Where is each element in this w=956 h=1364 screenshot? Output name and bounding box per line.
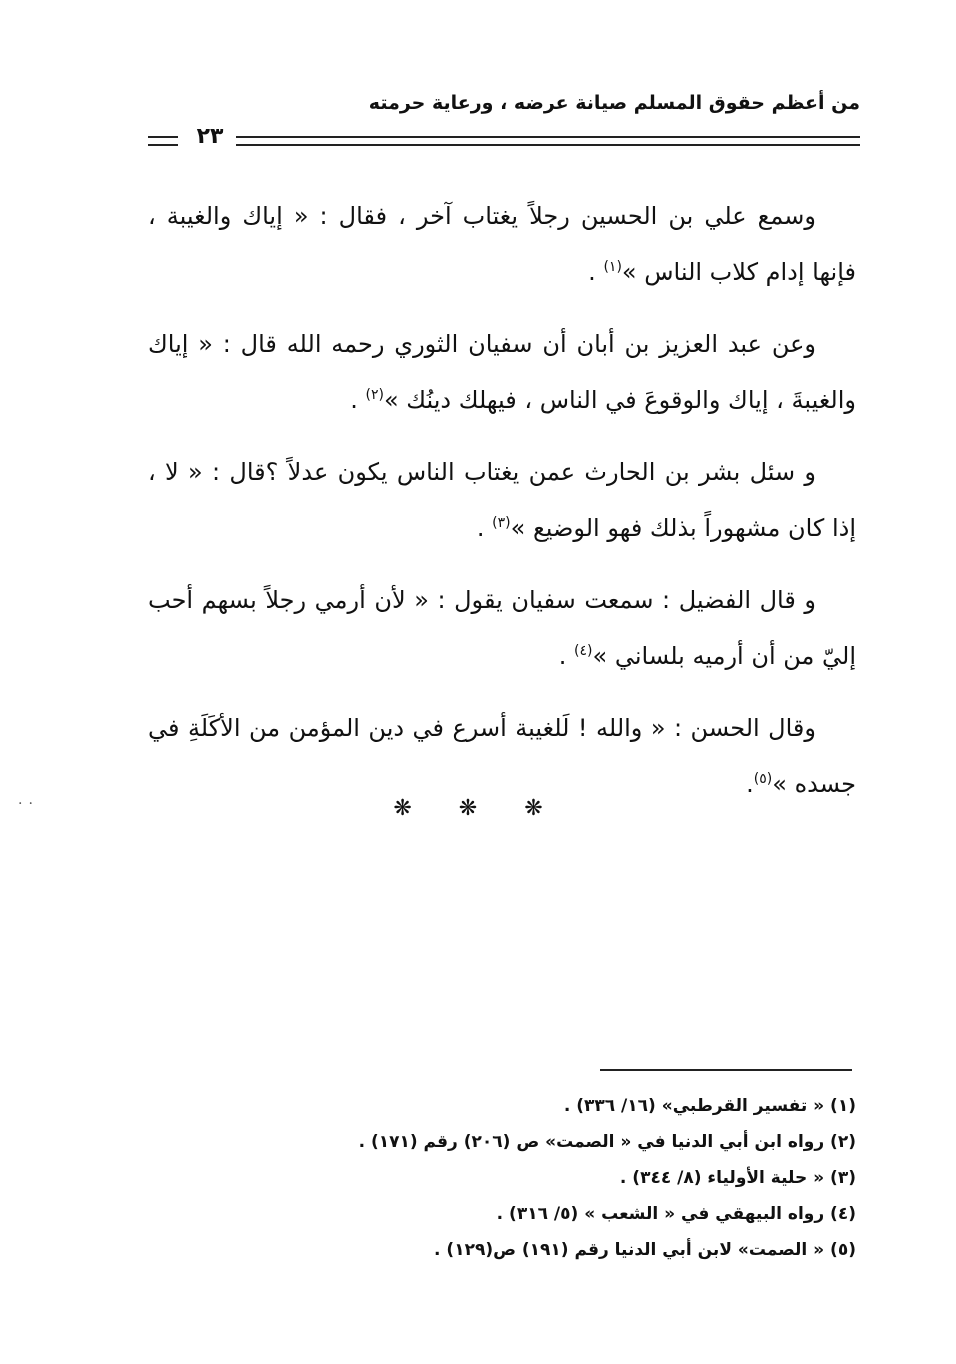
paragraph-text: وقال الحسن : « والله ! لَلغيبة أسرع في دين المؤمن من الأكَلَةِ في جسده » — [148, 714, 856, 798]
footnote-reference: (٣) — [492, 515, 511, 531]
footnote-reference: (٥) — [753, 771, 773, 787]
paragraph-end: . — [746, 770, 754, 798]
footnote-rule — [600, 1069, 852, 1071]
header-rule-long — [236, 136, 860, 146]
section-separator-ornament: ❋ ❋ ❋ — [393, 796, 563, 821]
paragraph — [148, 188, 856, 316]
footnote-reference: (١) — [603, 259, 622, 275]
footnote: (٢) رواه ابن أبي الدنيا في « الصمت» ص (٢٠٦) رقم (١٧١) . — [358, 1132, 856, 1152]
paragraph-text: و سئل بشر بن الحارث عمن يغتاب الناس يكون عدلاً ؟قال : « لا ، إذا كان مشهوراً بذلك فهو الوضيع » — [148, 458, 856, 542]
footnote: (١) « تفسير القرطبي» (١٦/ ٣٣٦) . — [563, 1096, 856, 1116]
page-number: ٢٣ — [196, 124, 224, 149]
footnote-reference: (٤) — [574, 643, 593, 659]
paragraph — [148, 572, 856, 700]
paragraph-text: وسمع علي بن الحسين رجلاً يغتاب آخر ، فقال : « إياك والغيبة ، فإنها إدام كلاب الناس » — [148, 202, 856, 286]
footnote: (٥) « الصمت» لابن أبي الدنيا رقم (١٩١) ص(١٢٩) . — [434, 1240, 856, 1260]
body-text — [148, 188, 856, 828]
footnote-reference: (٢) — [365, 387, 384, 403]
paragraph-end: . — [350, 386, 366, 414]
footnote: (٤) رواه البيهقي في « الشعب » (٥/ ٣١٦) . — [496, 1204, 856, 1224]
paragraph-end: . — [588, 258, 604, 286]
paragraph-text: و قال الفضيل : سمعت سفيان يقول : « لأن أرمي رجلاً بسهم أحب إليّ من أن أرميه بلساني » — [148, 586, 856, 670]
running-title: من أعظم حقوق المسلم صيانة عرضه ، ورعاية حرمته — [368, 92, 860, 114]
header-rule-short — [148, 136, 178, 146]
paragraph-end: . — [476, 514, 493, 542]
footnotes — [148, 1088, 856, 1268]
header-rule — [148, 126, 860, 150]
paragraph-end: . — [558, 642, 575, 670]
margin-dots: .. — [18, 792, 39, 808]
paragraph — [148, 444, 856, 572]
footnote: (٣) « حلية الأولياء (٨/ ٣٤٤) . — [619, 1168, 856, 1188]
paragraph — [148, 316, 856, 444]
paragraph-text: وعن عبد العزيز بن أبان أن سفيان الثوري رحمه الله قال : « إياك والغيبةَ ، إياك والوقوعَ في الناس ، فيهلك دينُك » — [148, 330, 856, 414]
